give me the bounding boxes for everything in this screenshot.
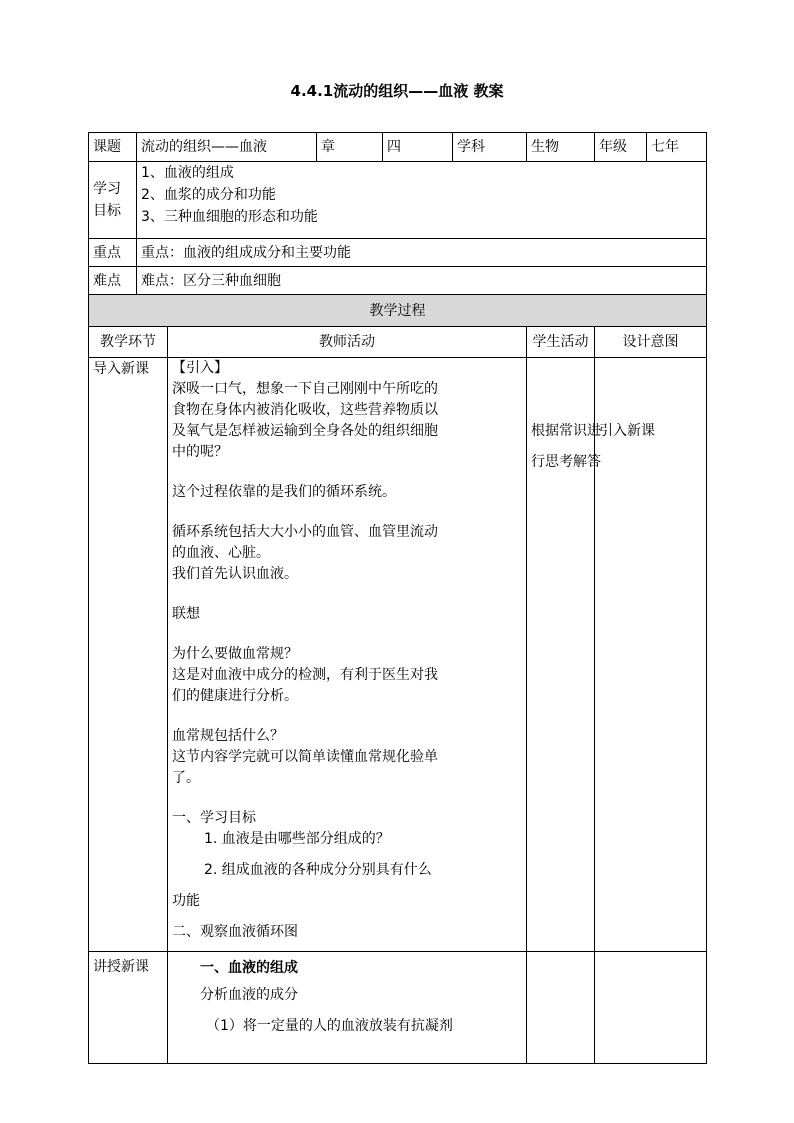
- lecture-line: 分析血液的成分: [200, 987, 298, 1003]
- intro-paragraph-line: 一、学习目标: [172, 810, 256, 826]
- intro-paragraph-line: 循环系统包括大大小小的血管、血管里流动: [172, 524, 438, 540]
- intro-paragraph-line: 及氧气是怎样被运输到全身各处的组织细胞: [172, 423, 438, 439]
- key-point-label: 重点: [89, 239, 137, 267]
- intro-paragraph-line: 功能: [172, 893, 200, 909]
- design-intent-text: 引入新课: [599, 423, 655, 439]
- intro-paragraph-line: 深吸一口气，想象一下自己刚刚中午所吃的: [172, 381, 438, 397]
- intro-paragraph-line: 血常规包括什么？: [172, 728, 284, 744]
- lecture-line: （1）将一定量的人的血液放装有抗凝剂: [206, 1018, 453, 1034]
- column-header-student: 学生活动: [527, 327, 595, 358]
- spacer: [172, 912, 522, 922]
- process-heading: 教学过程: [89, 295, 707, 327]
- spacer: [172, 850, 522, 860]
- intro-student-activity: [527, 358, 601, 952]
- column-header-intent: 设计意图: [595, 327, 707, 358]
- objective-item: 1、血液的组成: [141, 165, 234, 181]
- header-row: [89, 133, 707, 162]
- lecture-teacher-activity: [168, 952, 527, 1064]
- objectives-label-line: 学习: [93, 181, 121, 197]
- key-point-row: [89, 239, 707, 267]
- spacer: [172, 585, 522, 604]
- student-activity-line: 行思考解答: [531, 454, 601, 470]
- chapter-label: 章: [317, 133, 383, 162]
- spacer: [172, 707, 522, 726]
- grade-value: 七年: [647, 133, 707, 162]
- intro-paragraph-line: 我们首先认识血液。: [172, 566, 298, 582]
- subject-value: 生物: [527, 133, 595, 162]
- chapter-value: 四: [383, 133, 453, 162]
- spacer: [172, 625, 522, 644]
- lesson-plan-table: [88, 132, 707, 1064]
- subject-label: 学科: [453, 133, 527, 162]
- intro-paragraph-line: 这个过程依靠的是我们的循环系统。: [172, 484, 396, 500]
- spacer: [172, 463, 522, 482]
- process-heading-row: [89, 295, 707, 327]
- difficulty-text: 难点：区分三种血细胞: [137, 267, 707, 295]
- intro-paragraph-line: 这是对血液中成分的检测，有利于医生对我: [172, 667, 438, 683]
- intro-numbered-item: 1. 血液是由哪些部分组成的？: [204, 831, 390, 847]
- intro-stage: 导入新课: [89, 358, 168, 952]
- objectives-label: [89, 162, 137, 239]
- lecture-stage: 讲授新课: [89, 952, 168, 1064]
- intro-paragraph-line: 联想: [172, 606, 200, 622]
- objective-item: 3、三种血细胞的形态和功能: [141, 209, 318, 225]
- lecture-row: [89, 952, 707, 1064]
- page-title: 4.4.1流动的组织——血液 教案: [290, 82, 504, 100]
- column-header-teacher: 教师活动: [168, 327, 527, 358]
- lecture-heading: 一、血液的组成: [200, 960, 298, 976]
- intro-design-intent: [595, 358, 707, 952]
- spacer: [531, 358, 590, 416]
- intro-paragraph-line: 为什么要做血常规？: [172, 646, 298, 662]
- grade-label: 年级: [595, 133, 647, 162]
- topic-value: 流动的组织——血液: [137, 133, 317, 162]
- lecture-student-activity: [527, 952, 595, 1064]
- intro-paragraph-line: 二、观察血液循环图: [172, 924, 298, 940]
- intro-paragraph-line: 这节内容学完就可以简单读懂血常规化验单: [172, 749, 438, 765]
- intro-numbered-item: 2. 组成血液的各种成分分别具有什么: [204, 862, 432, 878]
- student-activity-line: 根据常识进: [531, 423, 601, 439]
- intro-paragraph-line: 了。: [172, 770, 200, 786]
- objectives-label-line: 目标: [93, 203, 121, 219]
- intro-row: [89, 358, 707, 952]
- objective-item: 2、血浆的成分和功能: [141, 187, 276, 203]
- spacer: [172, 789, 522, 808]
- spacer: [599, 358, 702, 420]
- intro-paragraph-line: 的血液、心脏。: [172, 545, 270, 561]
- intro-paragraph-line: 中的呢？: [172, 444, 228, 460]
- topic-label: 课题: [89, 133, 137, 162]
- spacer: [172, 503, 522, 522]
- difficulty-row: [89, 267, 707, 295]
- column-header-stage: 教学环节: [89, 327, 168, 358]
- intro-paragraph-line: 食物在身体内被消化吸收，这些营养物质以: [172, 402, 438, 418]
- objectives-list: [137, 162, 707, 239]
- key-point-text: 重点：血液的组成成分和主要功能: [137, 239, 707, 267]
- spacer: [172, 881, 522, 891]
- intro-teacher-activity: [168, 358, 527, 952]
- lecture-design-intent: [595, 952, 707, 1064]
- intro-paragraph-line: 们的健康进行分析。: [172, 688, 298, 704]
- difficulty-label: 难点: [89, 267, 137, 295]
- objectives-row: [89, 162, 707, 239]
- intro-tag: 【引入】: [172, 360, 228, 376]
- process-columns-row: [89, 327, 707, 358]
